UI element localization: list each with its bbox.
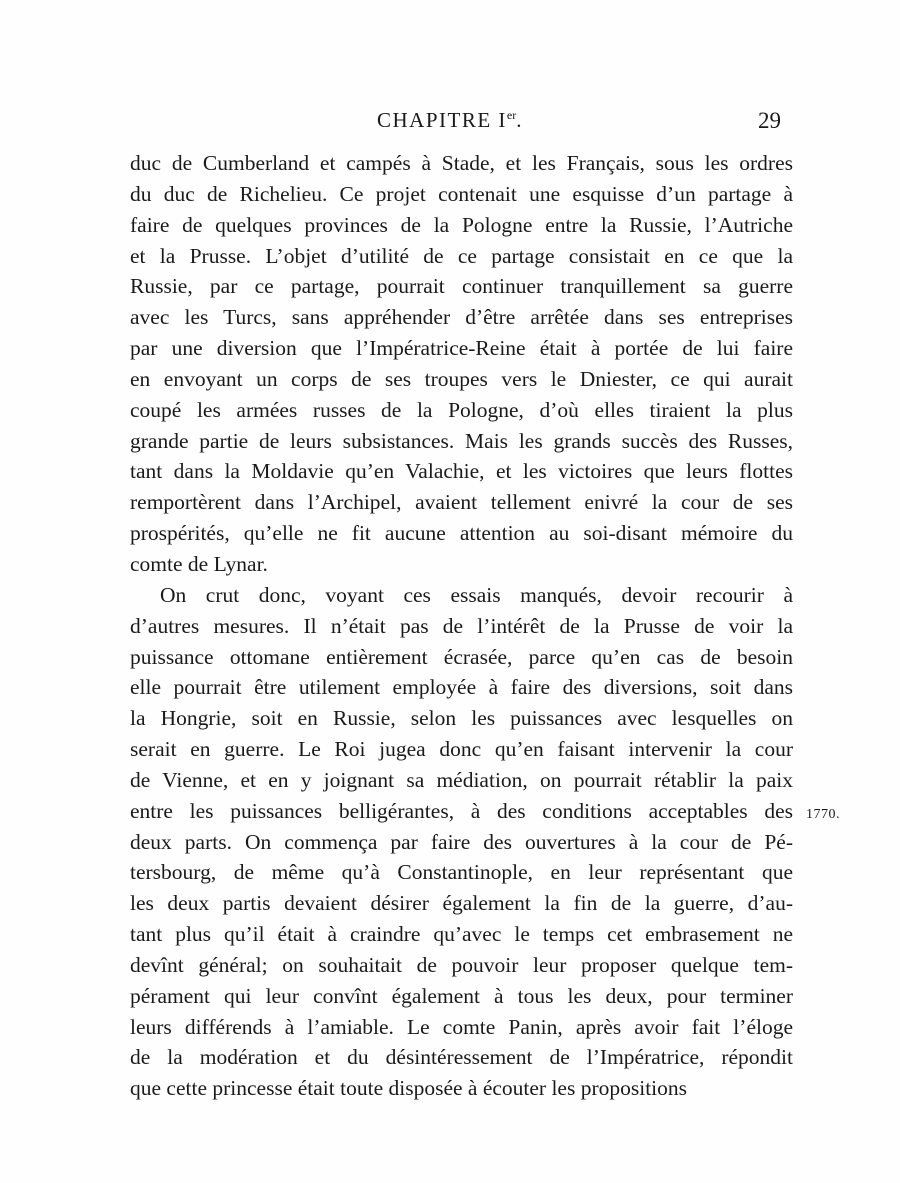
text-line: serait en guerre. Le Roi jugea donc qu’en faisant intervenir la cour <box>130 737 793 762</box>
text-line: la Hongrie, soit en Russie, selon les puissances avec lesquelles on <box>130 706 793 731</box>
text-line: On crut donc, voyant ces essais manqués, devoir recourir à <box>160 582 793 607</box>
text-line: remportèrent dans l’Archipel, avaient tellement enivré la cour de ses <box>130 490 793 515</box>
text-line: en envoyant un corps de ses troupes vers le Dniester, ce qui aurait <box>130 366 793 391</box>
text-line: les deux partis devaient désirer également la fin de la guerre, d’au- <box>130 891 793 916</box>
body-text <box>130 148 793 1104</box>
text-line: pérament qui leur convînt également à tous les deux, pour terminer <box>130 983 793 1008</box>
text-line: puissance ottomane entièrement écrasée, parce qu’en cas de besoin <box>130 644 793 669</box>
text-line: duc de Cumberland et campés à Stade, et les Français, sous les ordres <box>130 151 793 175</box>
chapter-title: CHAPITRE I <box>377 108 507 132</box>
text-line: de la modération et du désintéressement de l’Impératrice, répondit <box>130 1045 793 1070</box>
text-line: tersbourg, de même qu’à Constantinople, en leur représentant que <box>130 860 793 885</box>
text-line: comte de Lynar. <box>130 551 268 576</box>
chapter-ordinal-suffix: er <box>506 108 517 122</box>
text-line: prospérités, qu’elle ne fit aucune attention au soi-disant mémoire du <box>130 521 793 546</box>
margin-date-note: 1770. <box>806 807 840 822</box>
text-line: grande partie de leurs subsistances. Mais les grands succès des Russes, <box>130 428 793 453</box>
text-line: du duc de Richelieu. Ce projet contenait une esquisse d’un partage à <box>130 181 793 206</box>
text-line: de Vienne, et en y joignant sa médiation, on pourrait rétablir la paix <box>130 767 793 792</box>
text-line: et la Prusse. L’objet d’utilité de ce partage consistait en ce que la <box>130 243 793 268</box>
text-line: avec les Turcs, sans appréhender d’être arrêtée dans ses entreprises <box>130 305 793 330</box>
text-line: leurs différends à l’amiable. Le comte Panin, après avoir fait l’éloge <box>130 1014 793 1039</box>
text-line: faire de quelques provinces de la Pologne entre la Russie, l’Autriche <box>130 212 793 237</box>
text-line: entre les puissances belligérantes, à des conditions acceptables des <box>130 798 793 823</box>
paragraph <box>130 148 793 580</box>
text-line: que cette princesse était toute disposée à écouter les propositions <box>130 1076 688 1101</box>
chapter-title-period: . <box>516 108 523 132</box>
text-line: d’autres mesures. Il n’était pas de l’intérêt de la Prusse de voir la <box>130 613 793 638</box>
text-line: tant plus qu’il était à craindre qu’avec le temps cet embrasement ne <box>130 922 793 947</box>
text-line: par une diversion que l’Impératrice-Reine était à portée de lui faire <box>130 336 793 361</box>
paragraph <box>130 580 793 1104</box>
text-line: devînt général; on souhaitait de pouvoir leur proposer quelque tem- <box>130 952 793 977</box>
page-number: 29 <box>758 108 781 133</box>
text-line: Russie, par ce partage, pourrait continuer tranquillement sa guerre <box>130 274 793 299</box>
page-header <box>0 108 900 138</box>
text-line: tant dans la Moldavie qu’en Valachie, et les victoires que leurs flottes <box>130 459 793 484</box>
text-line: coupé les armées russes de la Pologne, d’où elles tiraient la plus <box>130 397 793 422</box>
text-line: elle pourrait être utilement employée à faire des diversions, soit dans <box>130 675 793 700</box>
text-line: deux parts. On commença par faire des ouvertures à la cour de Pé- <box>130 829 793 854</box>
